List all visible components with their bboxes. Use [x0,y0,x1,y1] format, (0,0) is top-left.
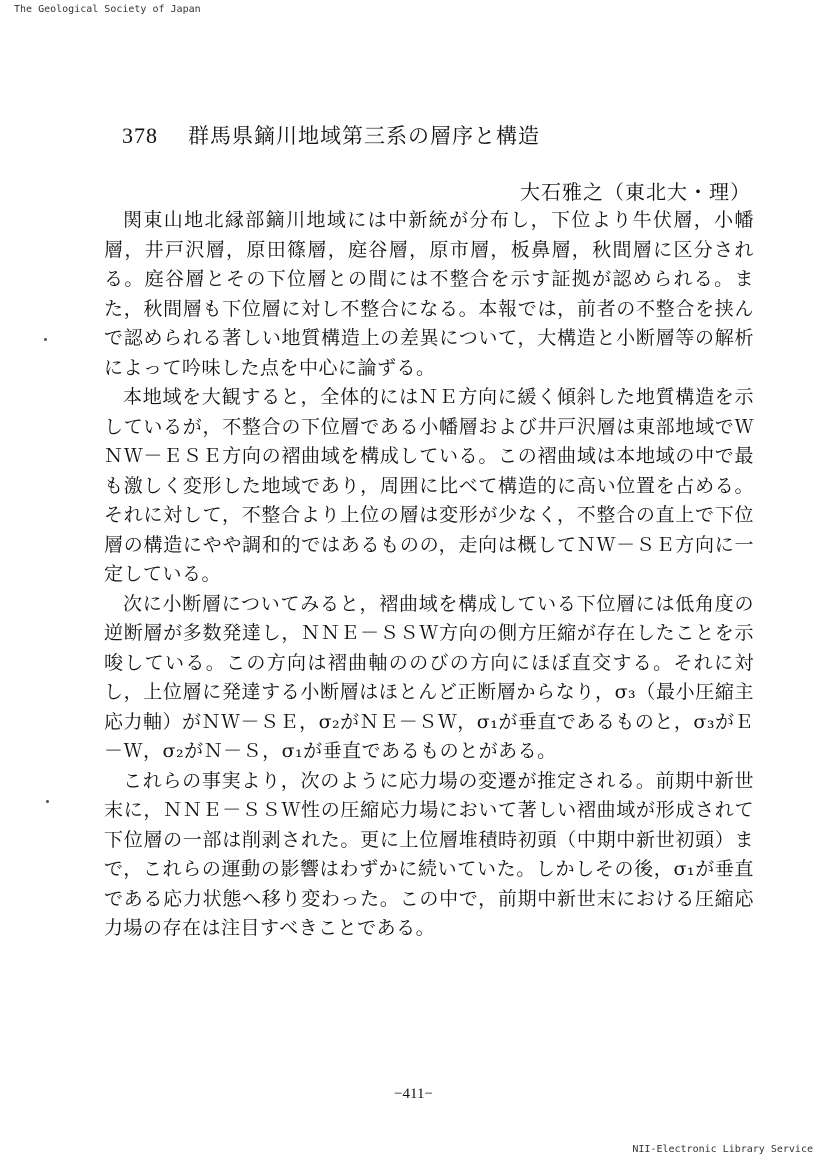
scan-speck [44,338,47,341]
author-line: 大石雅之（東北大・理） [520,180,751,204]
nii-footer: NII-Electronic Library Service [632,1144,813,1155]
abstract-body [104,206,754,944]
page-number: −411− [394,1086,433,1102]
abstract-number: 378 [122,123,158,148]
paragraph-3: 次に小断層についてみると，褶曲域を構成している下位層には低角度の逆断層が多数発達し，ＮＮＥ－ＳＳＷ方向の側方圧縮が存在したことを示唆している。この方向は褶曲軸ののびの方向にほぼ直交する。それに対し，上位層に発達する小断層はほとんど正断層からなり，σ₃（最小圧縮主応力軸）がＮＷ－ＳＥ，σ₂がＮＥ－ＳＷ，σ₁が垂直であるものと，σ₃がＥ－Ｗ，σ₂がＮ－Ｓ，σ₁が垂直であるものとがある。 [104,592,754,762]
abstract-title: 群馬県鏑川地域第三系の層序と構造 [188,124,540,148]
society-header: The Geological Society of Japan [14,4,201,15]
scan-speck [46,800,49,803]
paragraph-4: これらの事実より，次のように応力場の変遷が推定される。前期中新世末に，ＮＮＥ－ＳＳＷ性の圧縮応力場において著しい褶曲域が形成されて下位層の一部は削剥された。更に上位層堆積時初頭（中期中新世初頭）まで，これらの運動の影響はわずかに続いていた。しかしその後，σ₁が垂直である応力状態へ移り変わった。この中で，前期中新世末における圧縮応力場の存在は注目すべきことである。 [104,769,754,939]
paragraph-1: 関東山地北縁部鏑川地域には中新統が分布し，下位より牛伏層，小幡層，井戸沢層，原田篠層，庭谷層，原市層，板鼻層，秋間層に区分される。庭谷層とその下位層との間には不整合を示す証拠が認められる。また，秋間層も下位層に対し不整合になる。本報では，前者の不整合を挟んで認められる著しい地質構造上の差異について，大構造と小断層等の解析によって吟味した点を中心に論ずる。 [104,209,754,379]
paragraph-2: 本地域を大観すると，全体的にはＮＥ方向に緩く傾斜した地質構造を示しているが，不整合の下位層である小幡層および井戸沢層は東部地域でＷＮＷ－ＥＳＥ方向の褶曲域を構成している。この褶曲域は本地域の中で最も激しく変形した地域であり，周囲に比べて構造的に高い位置を占める。それに対して，不整合より上位の層は変形が少なく，不整合の直上で下位層の構造にやや調和的ではあるものの，走向は概してＮＷ－ＳＥ方向に一定している。 [104,386,754,585]
abstract-heading [122,120,540,150]
